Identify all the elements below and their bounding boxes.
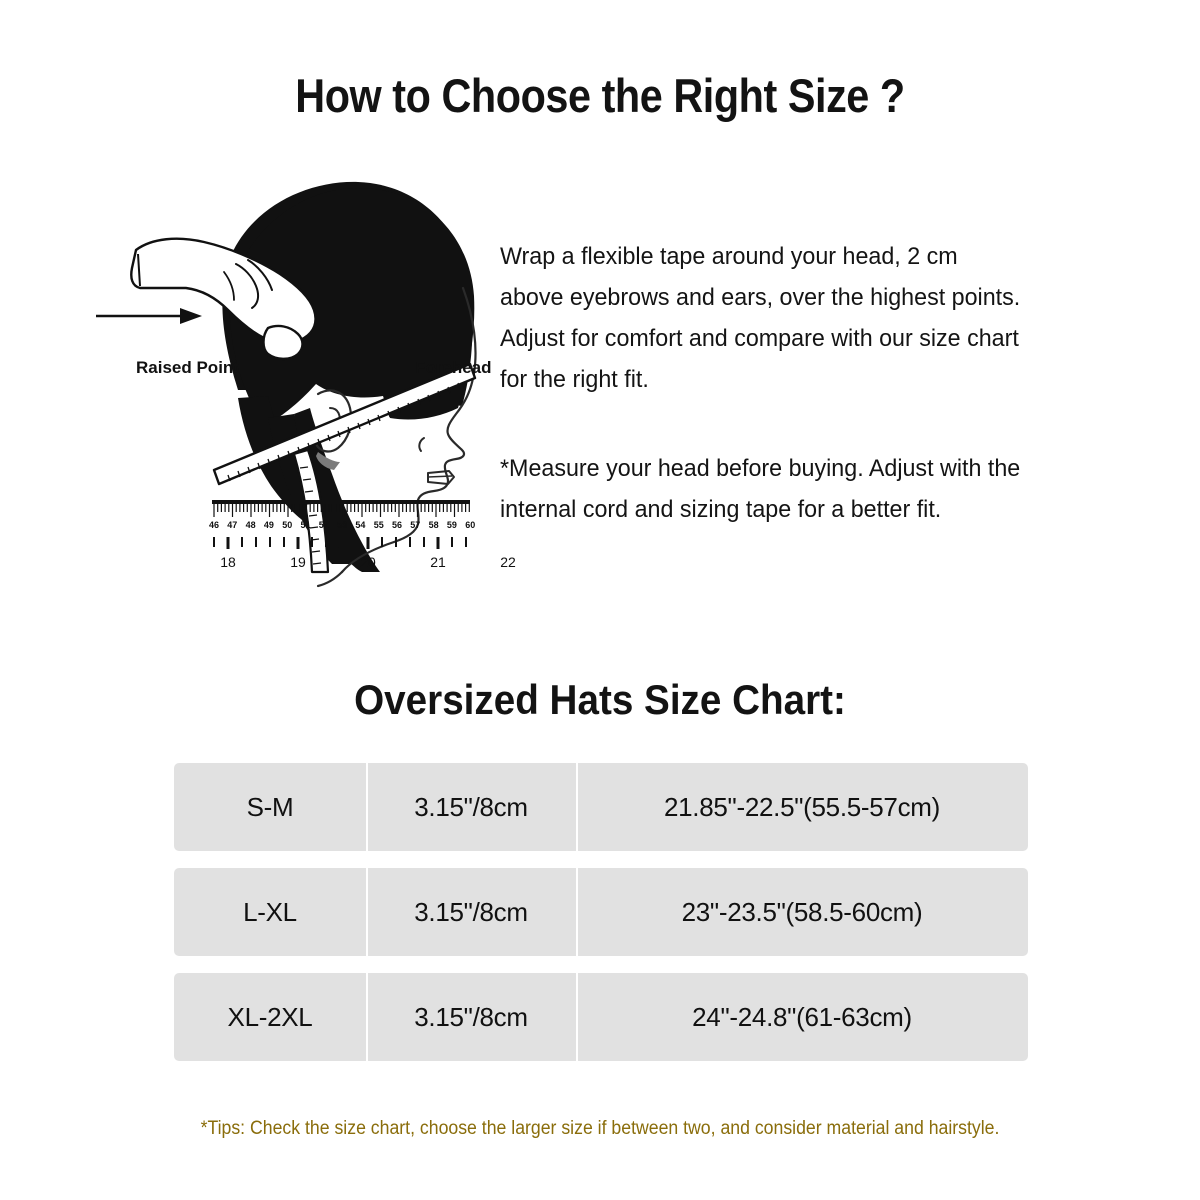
- ruler-cm-label: 54: [355, 520, 366, 530]
- page-title: How to Choose the Right Size ?: [295, 69, 905, 122]
- neck-line: [318, 572, 342, 586]
- table-cell-size: L-XL: [243, 896, 297, 927]
- arrow-head: [180, 308, 202, 324]
- column-divider: [576, 763, 578, 851]
- table-cell-circumference: 23"-23.5"(58.5-60cm): [681, 896, 923, 927]
- column-divider: [366, 868, 368, 956]
- size-chart-heading: Oversized Hats Size Chart:: [354, 676, 846, 723]
- ruler-cm-label: 57: [410, 520, 421, 530]
- ruler-inch-label: 22: [500, 554, 516, 570]
- ruler-inch-label: 21: [430, 554, 446, 570]
- ruler-cm-label: 53: [337, 520, 348, 530]
- ruler-cm-label: 52: [318, 520, 329, 530]
- ruler-svg: [198, 492, 516, 574]
- ruler-cm-labels: [209, 520, 475, 530]
- ruler-cm-label: 47: [227, 520, 238, 530]
- measure-instructions-paragraph: Wrap a flexible tape around your head, 2 cm above eyebrows and ears, over the highest points. Adjust for comfort and compare with our size chart for the right fit.: [500, 243, 1021, 393]
- column-divider: [576, 973, 578, 1061]
- ruler-cm-label: 55: [373, 520, 384, 530]
- ruler-cm-label: 51: [300, 520, 311, 530]
- measure-note-paragraph: *Measure your head before buying. Adjust with the internal cord and sizing tape for a better fit.: [500, 455, 1021, 523]
- table-cell-size: S-M: [246, 791, 294, 822]
- ruler-cm-label: 46: [208, 520, 220, 530]
- ruler-cm-label: 56: [391, 520, 403, 530]
- table-row: [174, 973, 1028, 1061]
- ruler-cm-label: 59: [446, 520, 457, 530]
- ruler-cm-label: 58: [428, 520, 439, 530]
- table-cell-brim: 3.15"/8cm: [414, 896, 528, 927]
- table-cell-circumference: 21.85"-22.5"(55.5-57cm): [663, 791, 941, 822]
- raised-point-label: Raised Point: [136, 358, 239, 377]
- ruler-top-rail: [212, 500, 470, 504]
- table-cell-size: XL-2XL: [227, 1001, 313, 1032]
- ruler-cm-label: 50: [282, 520, 293, 530]
- mouth-line: [428, 476, 452, 477]
- table-row: [174, 763, 1028, 851]
- ruler-cm-ticks: [214, 504, 469, 517]
- table-row: [174, 868, 1028, 956]
- column-divider: [366, 763, 368, 851]
- ruler-cm-label: 48: [245, 520, 256, 530]
- forehead-label: Forehead: [415, 358, 492, 377]
- ruler-inch-label: 20: [360, 554, 376, 570]
- eye-line: [419, 438, 424, 451]
- ruler-inch-labels: [220, 554, 516, 570]
- table-cell-circumference: 24"-24.8"(61-63cm): [692, 1001, 912, 1032]
- table-cell-brim: 3.15"/8cm: [414, 791, 528, 822]
- ruler-cm-label: 60: [465, 520, 476, 530]
- raised-point-arrow: [96, 308, 202, 324]
- ruler-cm-label: 49: [263, 520, 274, 530]
- size-chart-table: [174, 763, 1028, 1078]
- table-cell-brim: 3.15"/8cm: [414, 1001, 528, 1032]
- ruler-inch-ticks: [214, 537, 466, 549]
- column-divider: [576, 868, 578, 956]
- tips-footer: *Tips: Check the size chart, choose the larger size if between two, and consider material and hairstyle.: [200, 1118, 1000, 1139]
- column-divider: [366, 973, 368, 1061]
- ruler-illustration: [198, 492, 516, 574]
- ruler-inch-label: 18: [220, 554, 236, 570]
- ruler-inch-label: 19: [290, 554, 306, 570]
